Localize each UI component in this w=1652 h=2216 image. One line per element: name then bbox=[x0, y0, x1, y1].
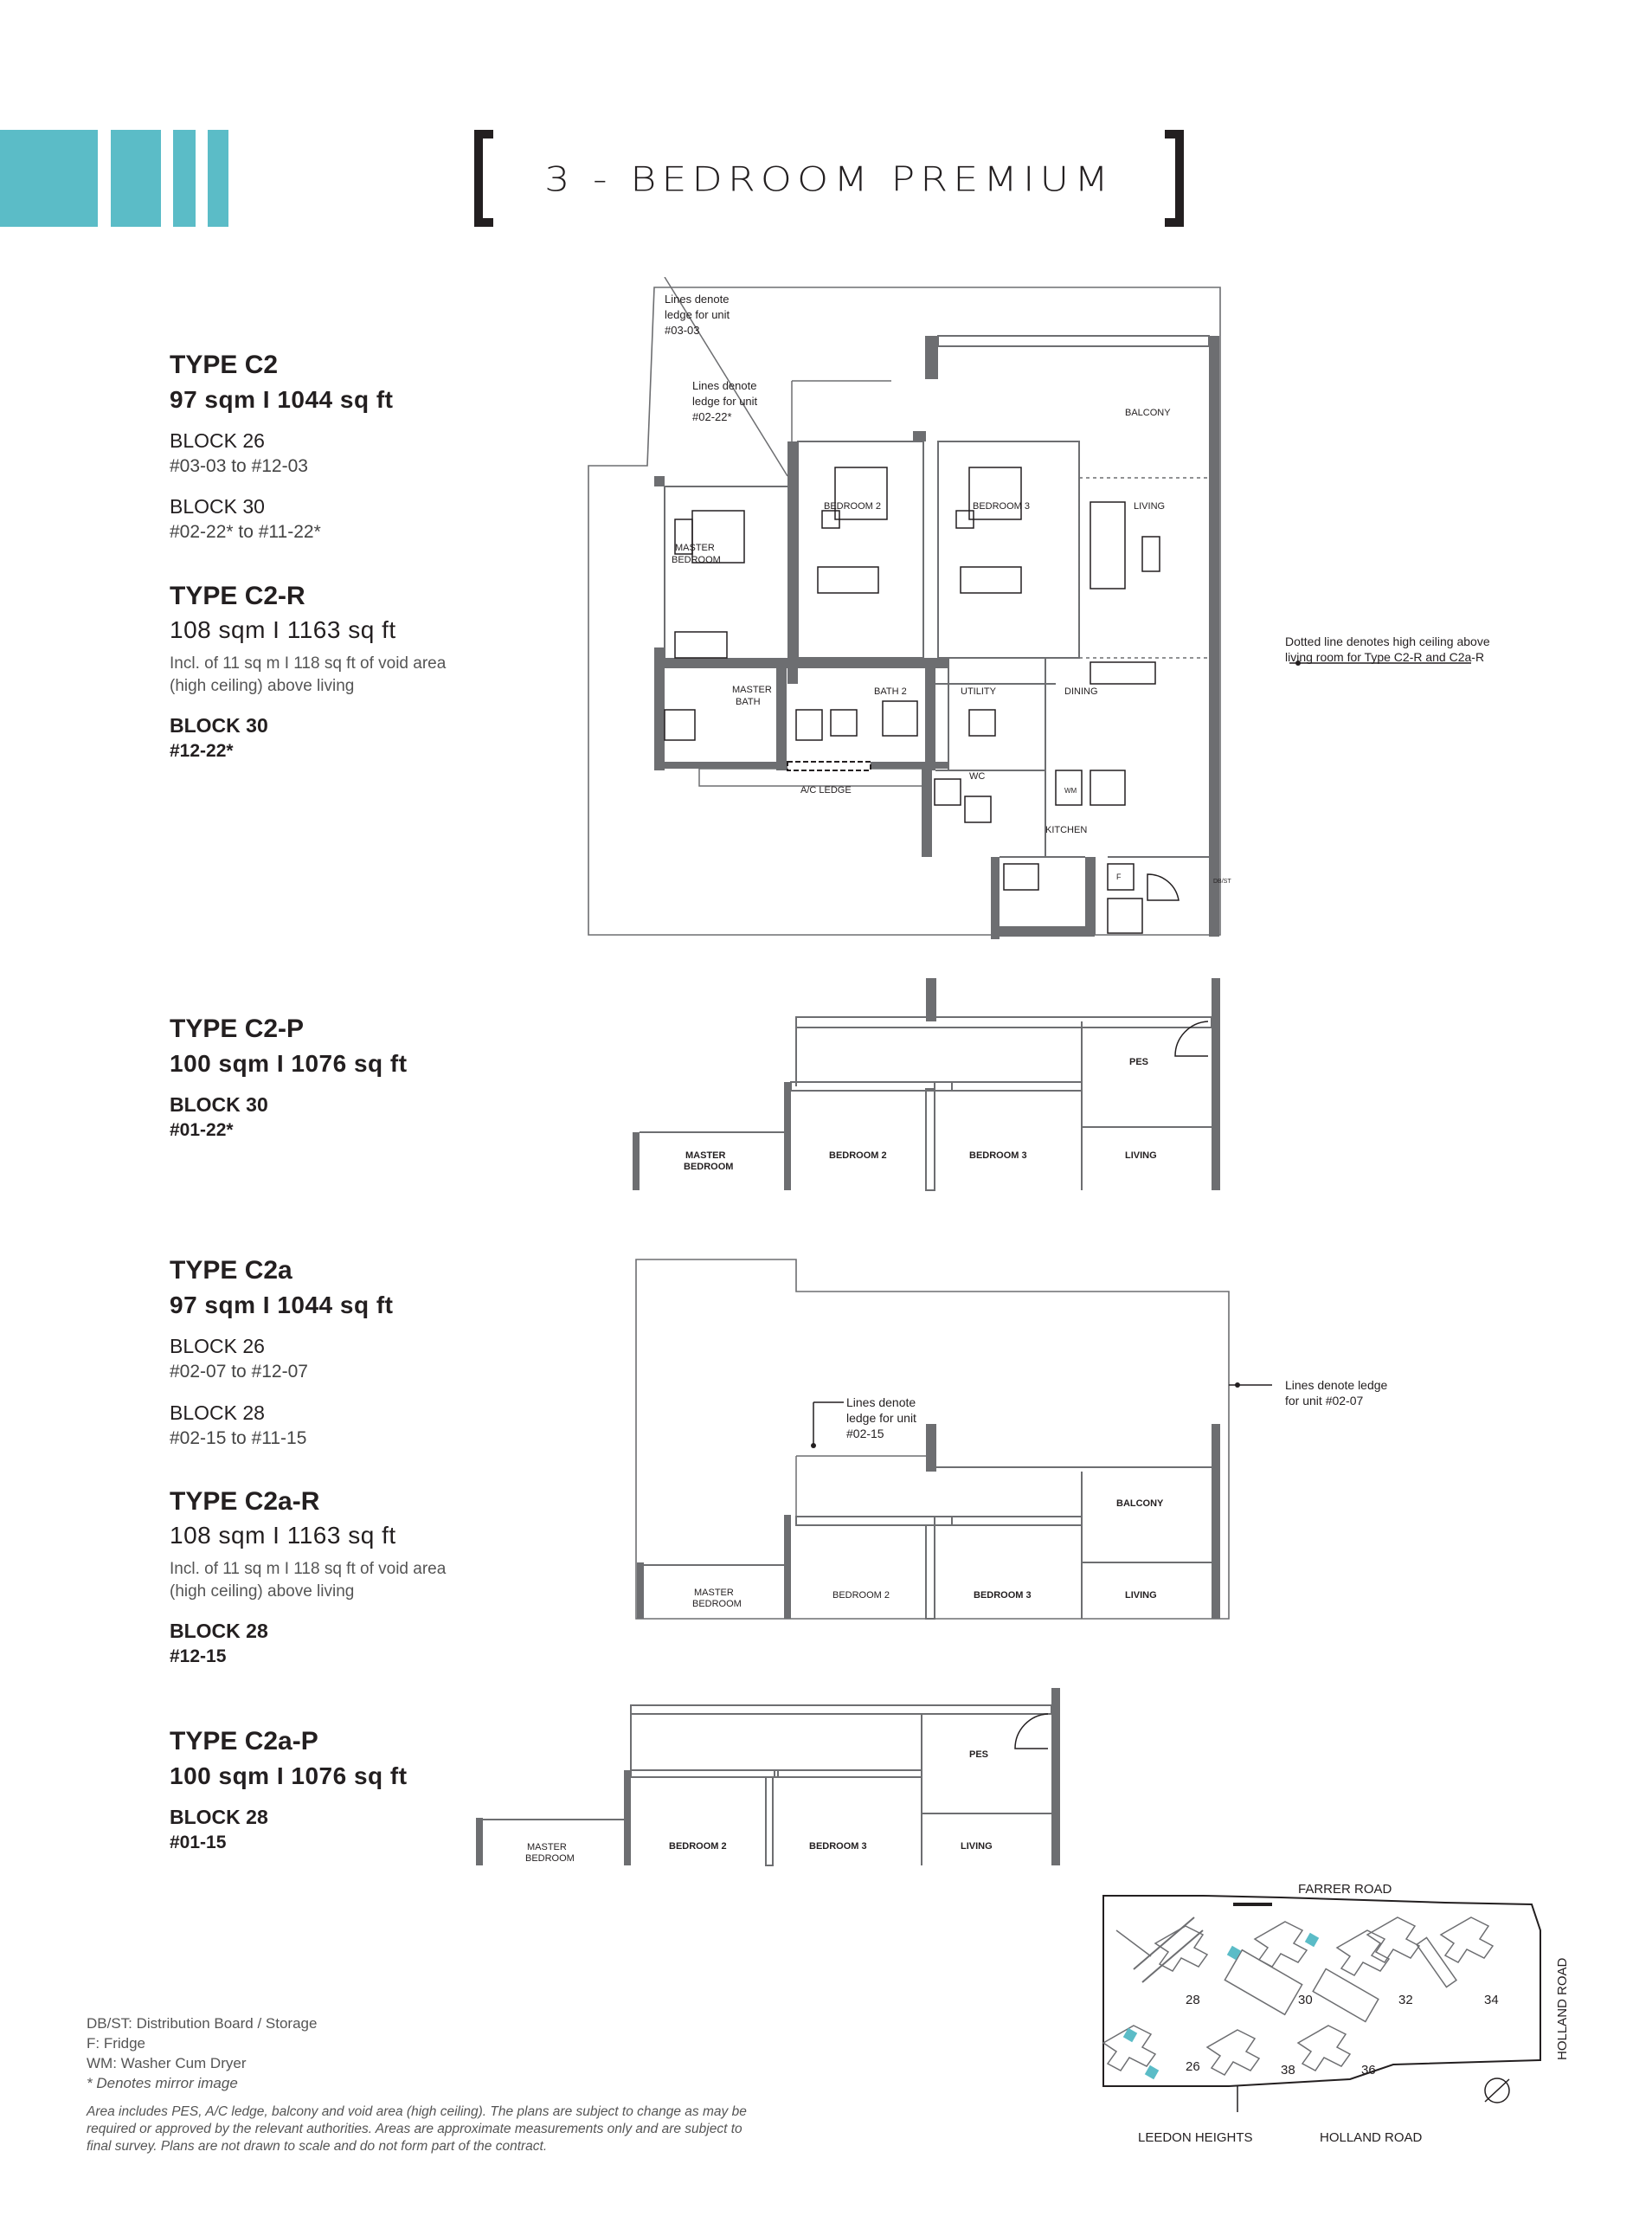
type-name: TYPE C2 bbox=[170, 351, 279, 379]
room-label-ac-ledge: A/C LEDGE bbox=[800, 785, 852, 796]
ledge-note-0207: for unit #02-07 bbox=[1285, 1394, 1364, 1408]
room-label-master-bedroom: BEDROOM bbox=[692, 1599, 742, 1609]
room-label-master-bedroom: MASTER bbox=[685, 1150, 726, 1161]
road-label-farrer: FARRER ROAD bbox=[1298, 1882, 1392, 1897]
floor-plan-type-c2 bbox=[571, 277, 1566, 944]
ledge-note-0222: Lines denote bbox=[692, 379, 757, 392]
room-label-bedroom2: BEDROOM 2 bbox=[824, 501, 882, 512]
legend-item: F: Fridge bbox=[87, 2035, 146, 2052]
accent-bar-mid bbox=[111, 130, 161, 227]
room-label-balcony: BALCONY bbox=[1116, 1498, 1164, 1509]
room-label-bedroom3: BEDROOM 3 bbox=[809, 1841, 867, 1852]
room-label-utility: UTILITY bbox=[961, 686, 996, 697]
room-label-bedroom3: BEDROOM 3 bbox=[974, 1590, 1032, 1601]
left-bracket bbox=[474, 130, 493, 227]
void-area-note: (high ceiling) above living bbox=[170, 677, 355, 695]
room-label-dining: DINING bbox=[1064, 686, 1098, 697]
block-label: BLOCK 30 bbox=[170, 714, 268, 737]
block-label: BLOCK 28 bbox=[170, 1806, 268, 1828]
room-label-pes: PES bbox=[969, 1749, 989, 1760]
right-bracket bbox=[1165, 130, 1184, 227]
legend-item: DB/ST: Distribution Board / Storage bbox=[87, 2015, 318, 2032]
room-label-master-bedroom: MASTER bbox=[675, 543, 715, 553]
room-label-master-bedroom: BEDROOM bbox=[525, 1853, 575, 1864]
room-label-living: LIVING bbox=[961, 1841, 993, 1852]
type-area: 100 sqm I 1076 sq ft bbox=[170, 1050, 408, 1077]
type-area: 100 sqm I 1076 sq ft bbox=[170, 1762, 408, 1789]
ledge-note-0215: Lines denote bbox=[846, 1395, 916, 1409]
ledge-note-0207: Lines denote ledge bbox=[1285, 1378, 1388, 1392]
unit-range: #12-15 bbox=[170, 1646, 227, 1666]
room-label-bedroom2: BEDROOM 2 bbox=[829, 1150, 887, 1161]
room-label-bedroom3: BEDROOM 3 bbox=[969, 1150, 1027, 1161]
room-label-bedroom3: BEDROOM 3 bbox=[973, 501, 1031, 512]
room-label-pes: PES bbox=[1129, 1057, 1149, 1067]
room-label-living: LIVING bbox=[1125, 1590, 1157, 1601]
unit-range: #02-15 to #11-15 bbox=[170, 1428, 307, 1448]
unit-range: #01-15 bbox=[170, 1833, 227, 1852]
accent-bar-wide bbox=[0, 130, 98, 227]
type-name: TYPE C2-P bbox=[170, 1015, 305, 1043]
room-label-master-bedroom: MASTER bbox=[694, 1588, 734, 1598]
room-label-kitchen: KITCHEN bbox=[1045, 825, 1088, 835]
page-title: 3 - BEDROOM PREMIUM bbox=[544, 159, 1114, 199]
label-fridge: F bbox=[1116, 873, 1122, 881]
legend-item: * Denotes mirror image bbox=[87, 2075, 238, 2091]
room-label-bedroom2: BEDROOM 2 bbox=[669, 1841, 727, 1852]
block-number: 26 bbox=[1186, 2059, 1200, 2074]
room-label-balcony: BALCONY bbox=[1125, 408, 1171, 418]
dotted-line-note: living room for Type C2-R and C2a-R bbox=[1285, 650, 1485, 664]
type-area: 108 sqm I 1163 sq ft bbox=[170, 616, 396, 643]
floor-plan-type-c2-p bbox=[632, 978, 1237, 1195]
site-key-plan bbox=[1099, 1878, 1652, 2164]
road-label-holland-side: HOLLAND ROAD bbox=[1555, 1957, 1570, 2060]
type-name: TYPE C2a-P bbox=[170, 1727, 318, 1755]
ledge-note-0222: #02-22* bbox=[692, 410, 732, 423]
room-label-master-bedroom: BEDROOM bbox=[684, 1162, 734, 1172]
unit-range: #02-22* to #11-22* bbox=[170, 522, 321, 542]
block-label: BLOCK 28 bbox=[170, 1620, 268, 1642]
block-label: BLOCK 30 bbox=[170, 1093, 268, 1116]
unit-range: #02-07 to #12-07 bbox=[170, 1362, 308, 1382]
type-name: TYPE C2-R bbox=[170, 582, 305, 610]
block-number: 32 bbox=[1398, 1993, 1413, 2007]
road-label-holland-bottom: HOLLAND ROAD bbox=[1320, 2130, 1423, 2145]
ledge-note-0303: ledge for unit bbox=[665, 308, 730, 321]
legend-item: WM: Washer Cum Dryer bbox=[87, 2055, 247, 2071]
ledge-note-0215: #02-15 bbox=[846, 1427, 884, 1440]
block-label: BLOCK 26 bbox=[170, 429, 265, 452]
block-label: BLOCK 30 bbox=[170, 495, 265, 518]
label-wm: WM bbox=[1064, 787, 1077, 795]
road-label-leedon-heights: LEEDON HEIGHTS bbox=[1138, 2130, 1253, 2145]
room-label-living: LIVING bbox=[1125, 1150, 1157, 1161]
type-name: TYPE C2a bbox=[170, 1256, 292, 1285]
room-label-wc: WC bbox=[969, 771, 986, 782]
type-area: 97 sqm I 1044 sq ft bbox=[170, 386, 394, 413]
block-label: BLOCK 26 bbox=[170, 1335, 265, 1357]
floor-plan-type-c2a-p bbox=[472, 1688, 1077, 1870]
room-label-master-bedroom: MASTER bbox=[527, 1842, 567, 1852]
room-label-bedroom2: BEDROOM 2 bbox=[832, 1590, 890, 1601]
type-area: 108 sqm I 1163 sq ft bbox=[170, 1522, 396, 1549]
disclaimer-line: Area includes PES, A/C ledge, balcony and void area (high ceiling). The plans are subject to change as may be bbox=[87, 2104, 747, 2119]
room-label-master-bath: MASTER bbox=[732, 685, 772, 695]
block-number: 38 bbox=[1281, 2063, 1295, 2078]
label-dbst: DB/ST bbox=[1213, 879, 1231, 885]
unit-range: #03-03 to #12-03 bbox=[170, 456, 308, 476]
unit-range: #12-22* bbox=[170, 741, 234, 761]
block-number: 28 bbox=[1186, 1993, 1200, 2007]
page-title-frame bbox=[474, 130, 1184, 232]
accent-bar-narrow-2 bbox=[208, 130, 228, 227]
dotted-line-note: Dotted line denotes high ceiling above bbox=[1285, 635, 1490, 648]
void-area-note: Incl. of 11 sq m I 118 sq ft of void area bbox=[170, 654, 447, 673]
room-label-master-bedroom: BEDROOM bbox=[672, 555, 721, 565]
ledge-note-0222: ledge for unit bbox=[692, 395, 758, 408]
floor-plan-type-c2a bbox=[632, 1255, 1514, 1627]
accent-bar-narrow-1 bbox=[173, 130, 196, 227]
room-label-bath2: BATH 2 bbox=[874, 686, 907, 697]
ledge-note-0215: ledge for unit bbox=[846, 1411, 916, 1425]
void-area-note: Incl. of 11 sq m I 118 sq ft of void area bbox=[170, 1560, 447, 1578]
disclaimer-line: required or approved by the relevant authorities. Areas are approximate measurements only and are subject to bbox=[87, 2122, 742, 2136]
block-number: 36 bbox=[1361, 2063, 1376, 2078]
disclaimer-line: final survey. Plans are not drawn to scale and do not form part of the contract. bbox=[87, 2139, 548, 2154]
block-number: 30 bbox=[1298, 1993, 1313, 2007]
type-area: 97 sqm I 1044 sq ft bbox=[170, 1292, 394, 1318]
room-label-living: LIVING bbox=[1134, 501, 1166, 512]
unit-range: #01-22* bbox=[170, 1120, 234, 1140]
block-number: 34 bbox=[1484, 1993, 1499, 2007]
block-label: BLOCK 28 bbox=[170, 1401, 265, 1424]
type-name: TYPE C2a-R bbox=[170, 1487, 320, 1516]
room-label-master-bath: BATH bbox=[736, 697, 761, 707]
ledge-note-0303: #03-03 bbox=[665, 324, 700, 337]
ledge-note-0303: Lines denote bbox=[665, 293, 730, 306]
void-area-note: (high ceiling) above living bbox=[170, 1582, 355, 1601]
